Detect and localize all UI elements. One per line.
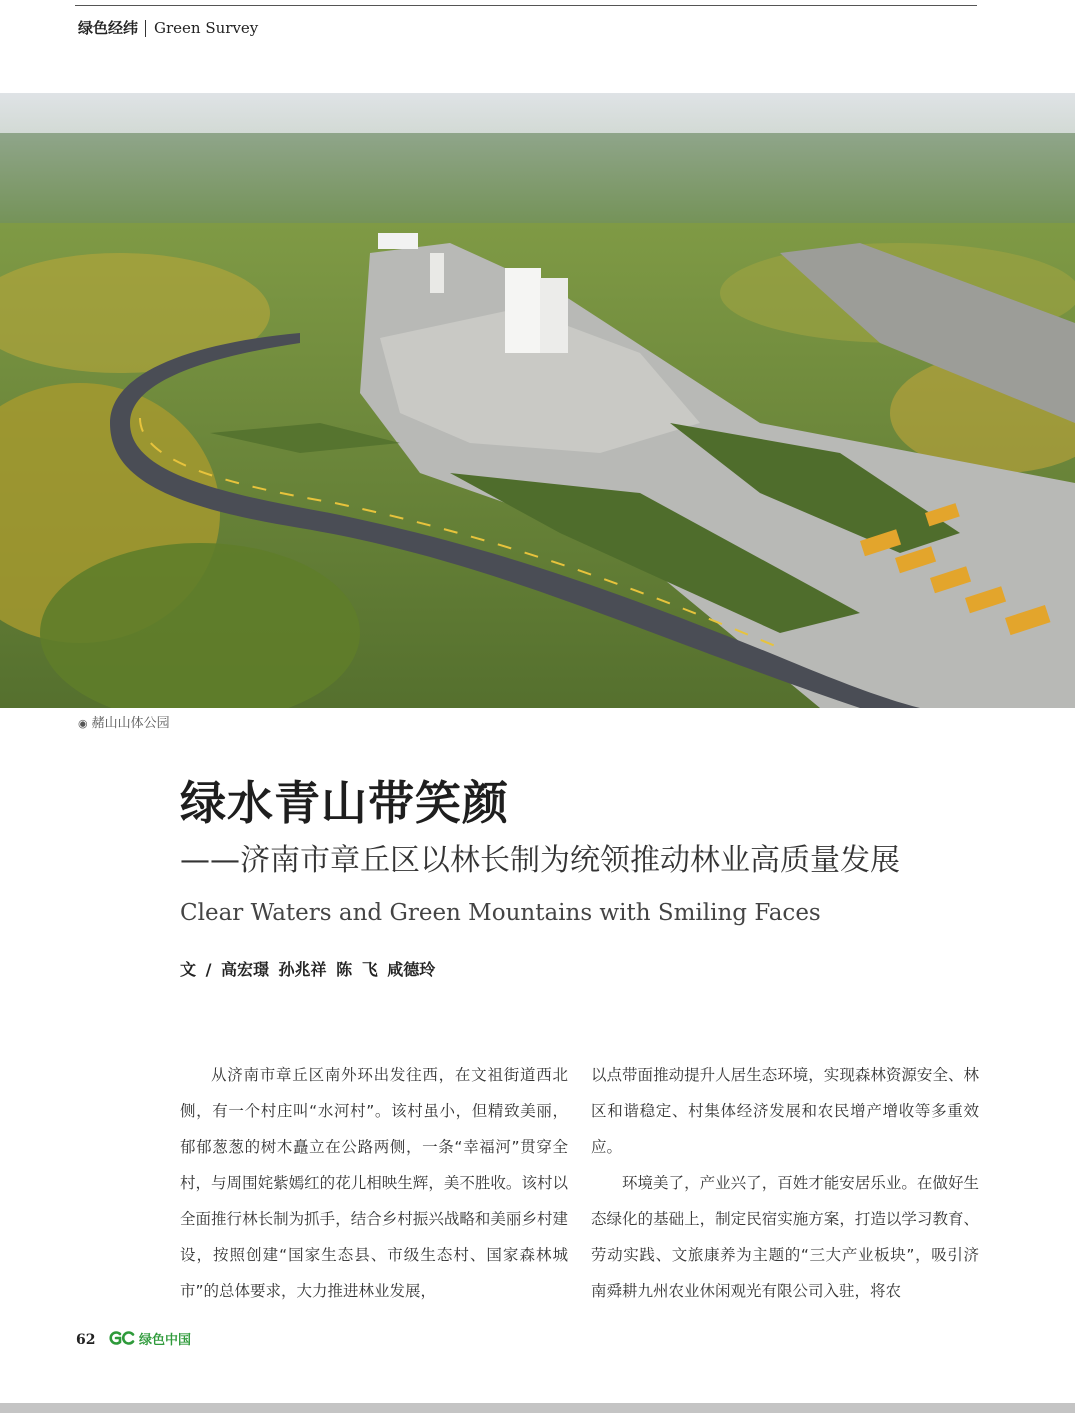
- section-divider: [145, 20, 146, 37]
- section-title-en: Green Survey: [154, 19, 259, 37]
- photo-caption-text: 赭山山体公园: [91, 716, 170, 731]
- body-paragraph-continued: 以点带面推动提升人居生态环境，实现森林资源安全、林区和谐稳定、村集体经济发展和农民增产增收等多重效应。: [591, 1066, 979, 1156]
- article-byline: 文 / 高宏璟 孙兆祥 陈 飞 咸德玲: [180, 960, 436, 979]
- page-bottom-band: [0, 1403, 1075, 1413]
- section-title-cn: 绿色经纬: [78, 19, 139, 37]
- article-title-en: Clear Waters and Green Mountains with Smiling Faces: [180, 900, 821, 926]
- page-number: 62: [76, 1332, 96, 1348]
- body-paragraph: 环境美了，产业兴了，百姓才能安居乐业。在做好生态绿化的基础上，制定民宿实施方案，打造以学习教育、劳动实践、文旅康养为主题的“三大产业板块”，吸引济南舜耕九州农业休闲观光有限公司入驻，将农: [591, 1174, 979, 1300]
- header-rule: [75, 5, 977, 6]
- article-subtitle: ——济南市章丘区以林长制为统领推动林业高质量发展: [180, 843, 900, 878]
- article-title: 绿水青山带笑颜: [180, 776, 509, 830]
- park-aerial-photo: [0, 93, 1075, 708]
- body-paragraph: 从济南市章丘区南外环出发往西，在文祖街道西北侧，有一个村庄叫“水河村”。该村虽小，但精致美丽，郁郁葱葱的树木矗立在公路两侧，一条“幸福河”贯穿全村，与周围姹紫嫣红的花儿相映生辉，美不胜收。该村以全面推行林长制为抓手，结合乡村振兴战略和美丽乡村建设，按照创建“国家生态县、市级生态村、国家森林城市”的总体要求，大力推进林业发展，: [180, 1066, 568, 1300]
- camera-icon: ◉: [78, 717, 88, 730]
- magazine-brand: [108, 1331, 191, 1351]
- magazine-name: 绿色中国: [139, 1333, 192, 1348]
- section-header: [78, 18, 258, 38]
- body-column-right: [591, 1057, 979, 1309]
- body-column-left: [180, 1057, 568, 1309]
- photo-caption: [78, 716, 170, 732]
- gc-logo-icon: [108, 1331, 136, 1351]
